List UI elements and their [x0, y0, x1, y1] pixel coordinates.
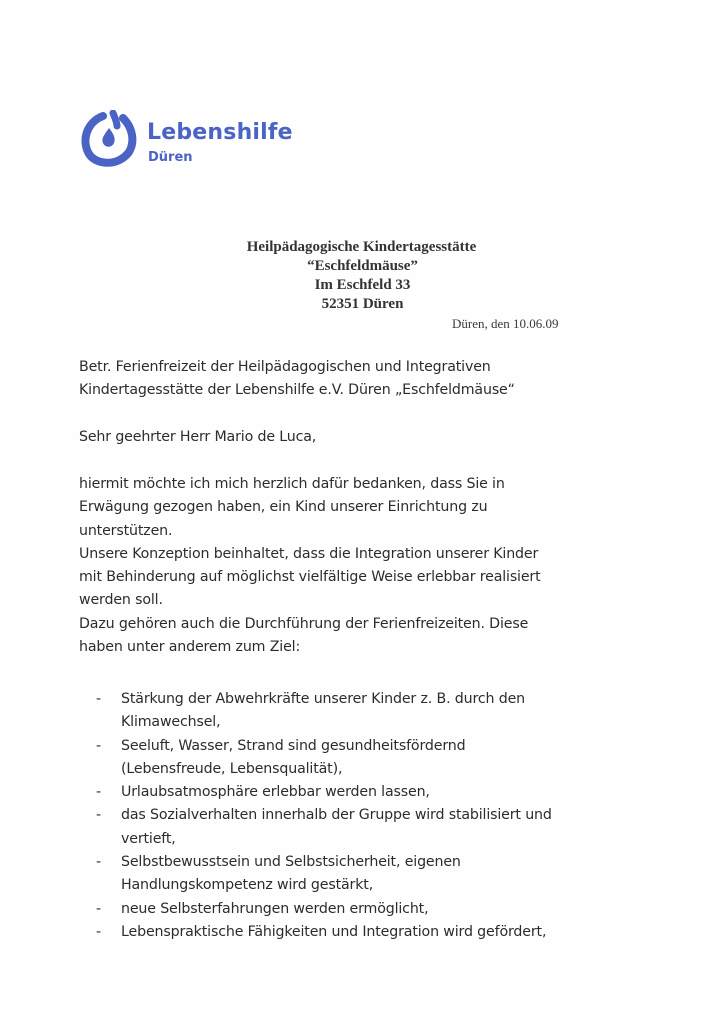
body-line: werden soll.: [79, 592, 163, 609]
address-line: 52351 Düren: [321, 296, 404, 312]
body-line: mit Behinderung auf möglichst vielfältige Weise erlebbar realisiert: [79, 569, 541, 586]
body-line: haben unter anderem zum Ziel:: [79, 639, 301, 656]
goal-line: das Sozialverhalten innerhalb der Gruppe wird stabilisiert und: [121, 807, 552, 824]
goal-line: Lebenspraktische Fähigkeiten und Integration wird gefördert,: [121, 923, 547, 940]
goal-item: [96, 804, 636, 851]
goal-item: [96, 898, 636, 921]
goal-item: [96, 781, 636, 804]
date-line: Düren, den 10.06.09: [452, 316, 559, 331]
subject-line: Kindertagesstätte der Lebenshilfe e.V. Düren „Eschfeldmäuse“: [79, 382, 515, 399]
body-line: Dazu gehören auch die Durchführung der Ferienfreizeiten. Diese: [79, 615, 529, 632]
dash-bullet-icon: -: [96, 784, 101, 801]
goal-item: [96, 735, 636, 782]
lebenshilfe-logo-icon: [79, 110, 137, 168]
dash-bullet-icon: -: [96, 737, 101, 754]
goal-line: Klimawechsel,: [121, 714, 221, 731]
body-line: Erwägung gezogen haben, ein Kind unserer Einrichtung zu: [79, 499, 488, 516]
goals-list: [96, 688, 636, 944]
goal-line: Selbstbewusstsein und Selbstsicherheit, eigenen: [121, 854, 461, 871]
body-line: hiermit möchte ich mich herzlich dafür bedanken, dass Sie in: [79, 476, 505, 492]
address-line: Heilpädagogische Kindertagesstätte: [246, 239, 477, 255]
salutation: Sehr geehrter Herr Mario de Luca,: [79, 429, 317, 445]
body-line: Unsere Konzeption beinhaltet, dass die Integration unserer Kinder: [79, 545, 539, 562]
goal-line: vertieft,: [121, 830, 176, 847]
body-text: [79, 473, 639, 659]
goal-item: [96, 851, 636, 898]
goal-line: neue Selbsterfahrungen werden ermöglicht,: [121, 900, 429, 917]
dash-bullet-icon: -: [96, 854, 101, 871]
logo-city: Düren: [148, 150, 193, 165]
subject: [79, 356, 639, 403]
dash-bullet-icon: -: [96, 691, 101, 707]
goal-line: Stärkung der Abwehrkräfte unserer Kinder z. B. durch den: [121, 691, 525, 707]
goal-line: Handlungskompetenz wird gestärkt,: [121, 877, 374, 894]
goal-line: (Lebensfreude, Lebensqualität),: [121, 760, 343, 777]
address-block: [0, 238, 725, 314]
address-line: “Eschfeldmäuse”: [307, 258, 418, 274]
subject-line: Betr. Ferienfreizeit der Heilpädagogischen und Integrativen: [79, 359, 491, 375]
body-line: unterstützen.: [79, 522, 173, 539]
logo-name: Lebenshilfe: [147, 120, 293, 145]
goal-item: [96, 688, 636, 735]
address-line: Im Eschfeld 33: [314, 277, 411, 293]
dash-bullet-icon: -: [96, 807, 101, 824]
dash-bullet-icon: -: [96, 900, 101, 917]
goal-line: Seeluft, Wasser, Strand sind gesundheitsfördernd: [121, 737, 466, 754]
goal-item: [96, 921, 636, 944]
lebenshilfe-logo: [79, 110, 309, 170]
goal-line: Urlaubsatmosphäre erlebbar werden lassen,: [121, 784, 430, 801]
dash-bullet-icon: -: [96, 923, 101, 940]
